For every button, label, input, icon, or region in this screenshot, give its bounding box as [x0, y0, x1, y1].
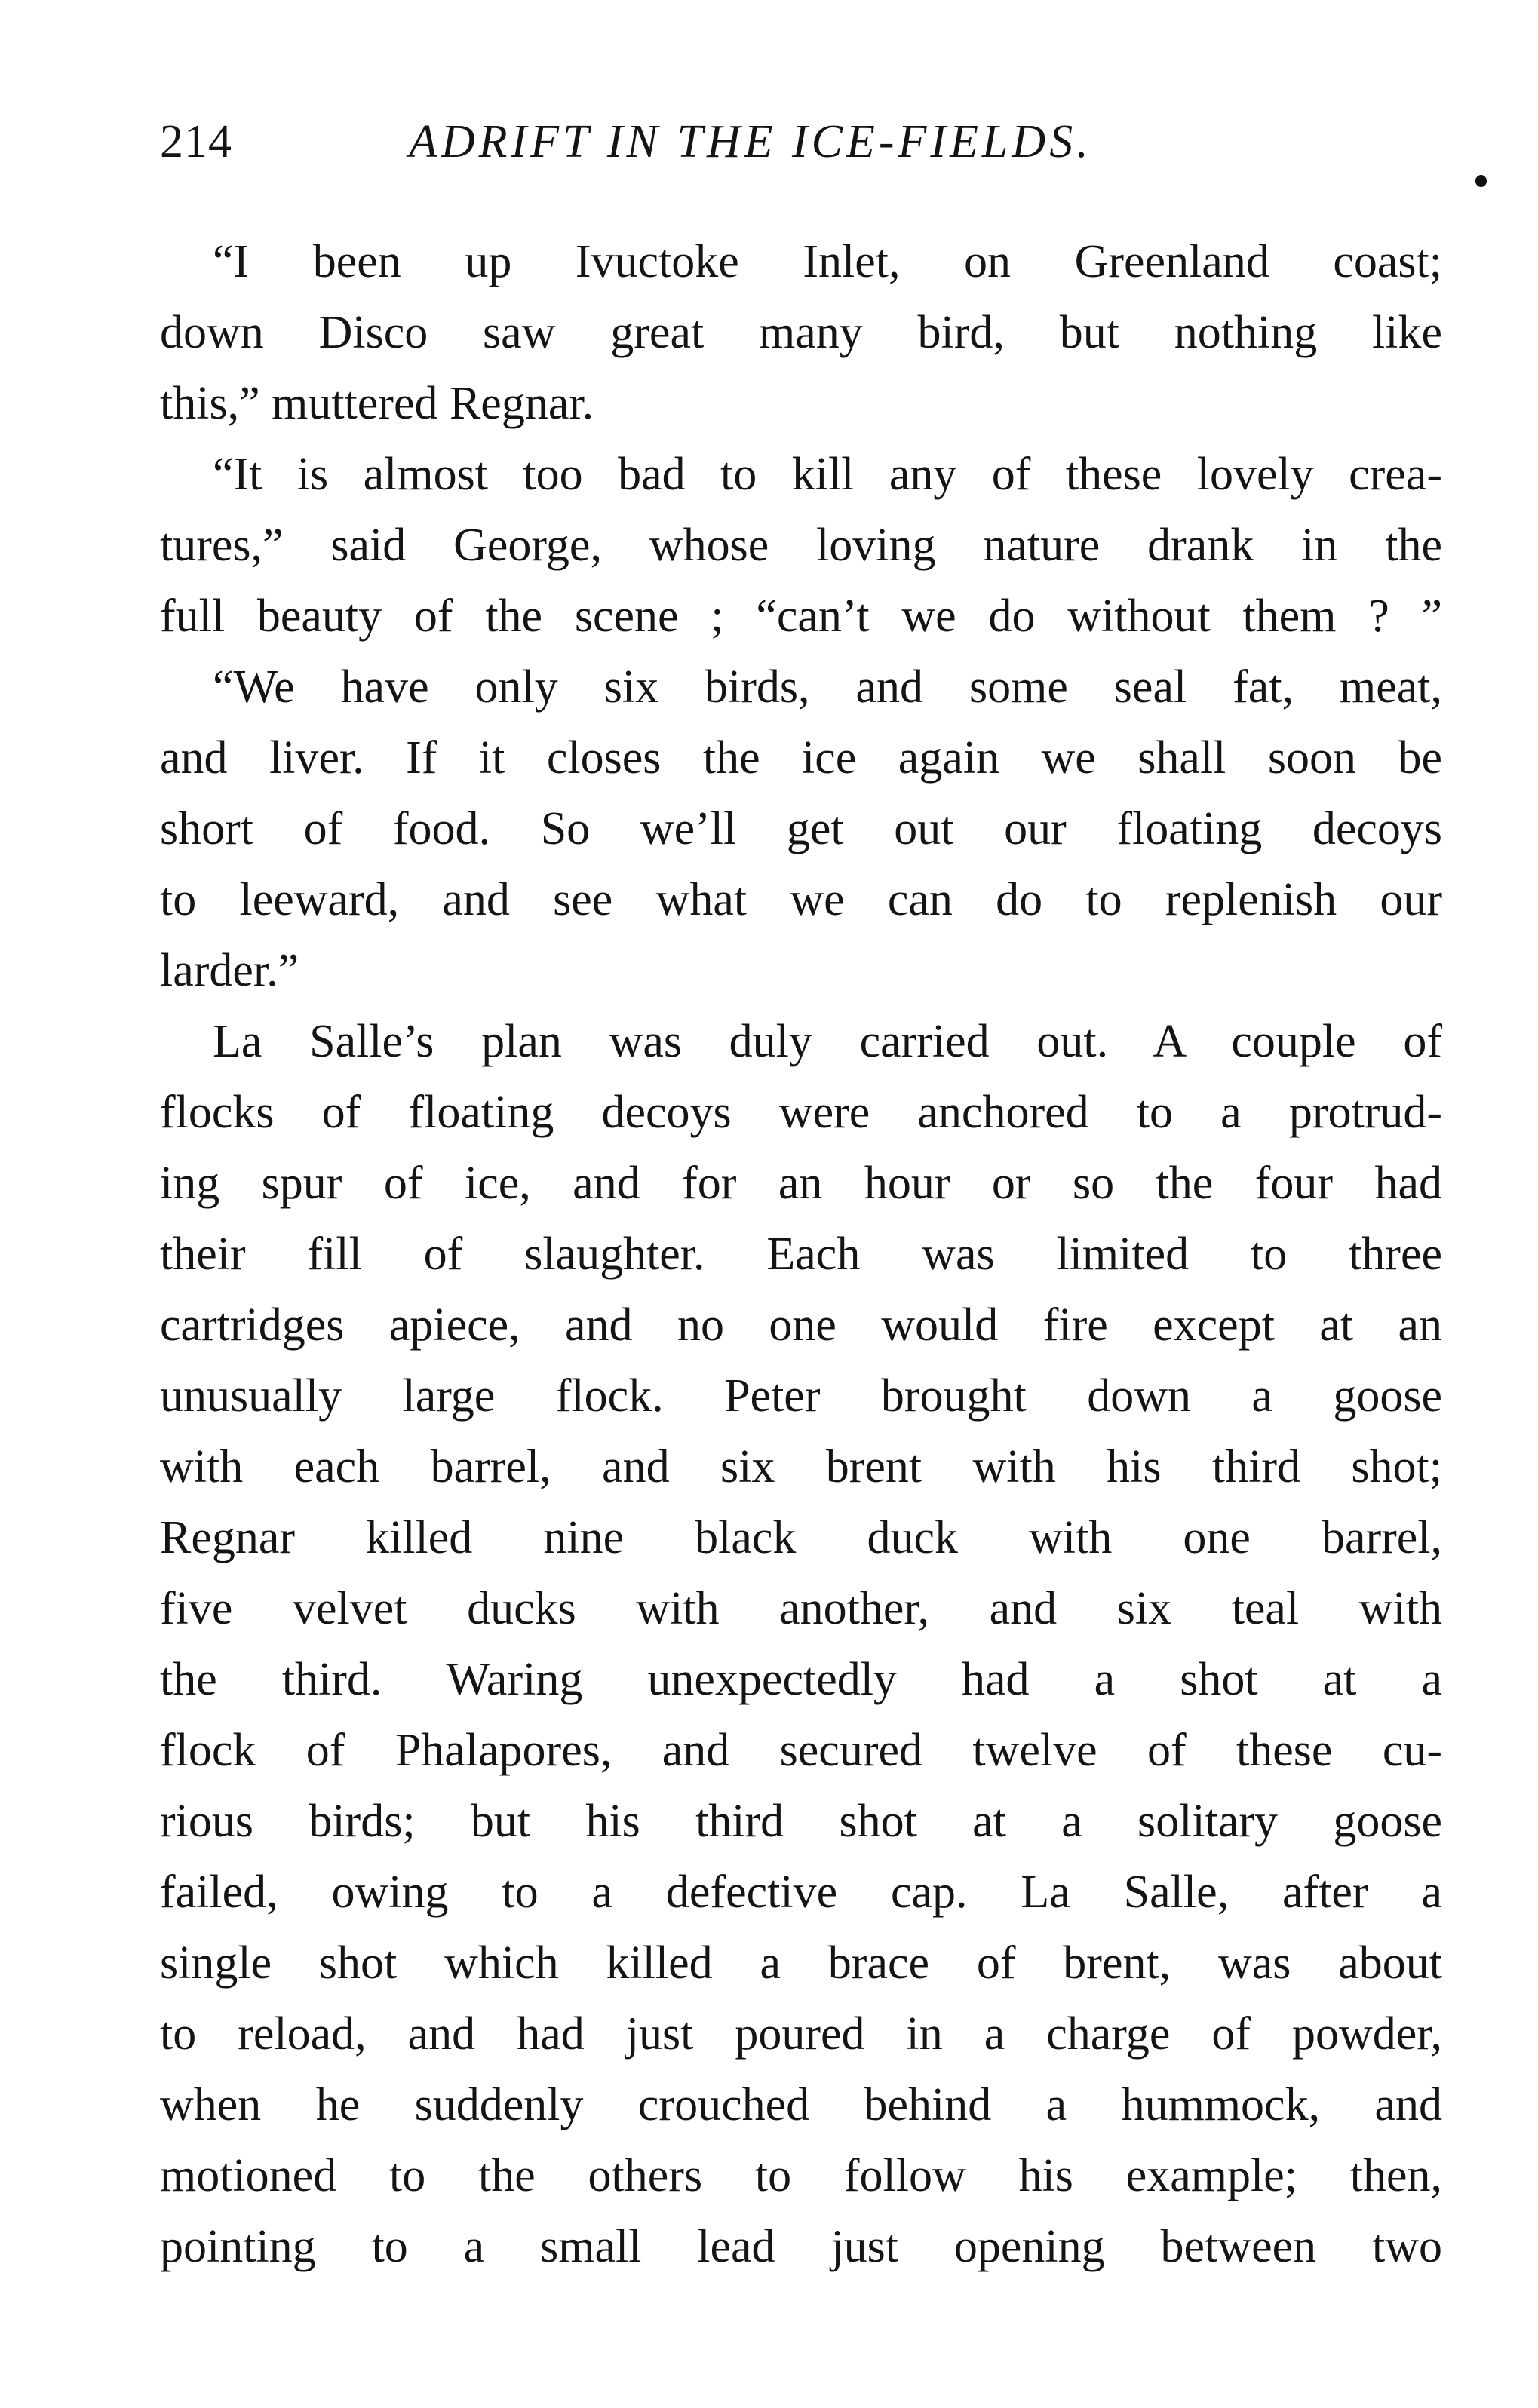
text-line: flock of Phalapores, and secured twelve of these cu- — [160, 1725, 1442, 1776]
text-line: pointing to a small lead just opening between two — [160, 2221, 1442, 2272]
running-head — [160, 112, 1442, 172]
text-line: La Salle’s plan was duly carried out. A couple of — [213, 1016, 1442, 1067]
text-line: with each barrel, and six brent with his third shot; — [160, 1441, 1442, 1492]
text-line: full beauty of the scene ; “can’t we do without them ? ” — [160, 590, 1442, 642]
running-title: ADRIFT IN THE ICE-FIELDS. — [409, 116, 1092, 167]
text-line: “I been up Ivuctoke Inlet, on Greenland coast; — [213, 236, 1442, 287]
text-line: when he suddenly crouched behind a hummock, and — [160, 2079, 1442, 2130]
text-line: larder.” — [160, 945, 299, 996]
text-line: unusually large flock. Peter brought down a goose — [160, 1370, 1442, 1422]
text-line: short of food. So we’ll get out our floating decoys — [160, 803, 1442, 854]
text-line: their fill of slaughter. Each was limited to three — [160, 1229, 1442, 1280]
text-line: to leeward, and see what we can do to replenish our — [160, 874, 1442, 925]
text-line: to reload, and had just poured in a charge of powder, — [160, 2008, 1442, 2060]
text-line: tures,” said George, whose loving nature drank in the — [160, 520, 1442, 571]
text-line: “It is almost too bad to kill any of these lovely crea- — [213, 449, 1442, 500]
text-line: down Disco saw great many bird, but nothing like — [160, 307, 1442, 358]
text-line: flocks of floating decoys were anchored to a protrud- — [160, 1087, 1442, 1138]
page-number: 214 — [160, 116, 232, 167]
text-line: and liver. If it closes the ice again we shall soon be — [160, 732, 1442, 784]
text-line: cartridges apiece, and no one would fire except at an — [160, 1299, 1442, 1351]
text-line: Regnar killed nine black duck with one barrel, — [160, 1512, 1442, 1563]
body-text — [160, 226, 1442, 2282]
text-line: the third. Waring unexpectedly had a shot at a — [160, 1654, 1442, 1705]
text-line: failed, owing to a defective cap. La Salle, after a — [160, 1867, 1442, 1918]
text-line: five velvet ducks with another, and six teal with — [160, 1583, 1442, 1634]
text-line: ing spur of ice, and for an hour or so the four had — [160, 1158, 1442, 1209]
text-line: single shot which killed a brace of brent, was about — [160, 1937, 1442, 1989]
text-line: rious birds; but his third shot at a solitary goose — [160, 1796, 1442, 1847]
ink-speck — [1475, 175, 1487, 187]
text-line: this,” muttered Regnar. — [160, 378, 594, 429]
text-line: “We have only six birds, and some seal fat, meat, — [213, 661, 1442, 713]
text-line: motioned to the others to follow his example; then, — [160, 2150, 1442, 2201]
